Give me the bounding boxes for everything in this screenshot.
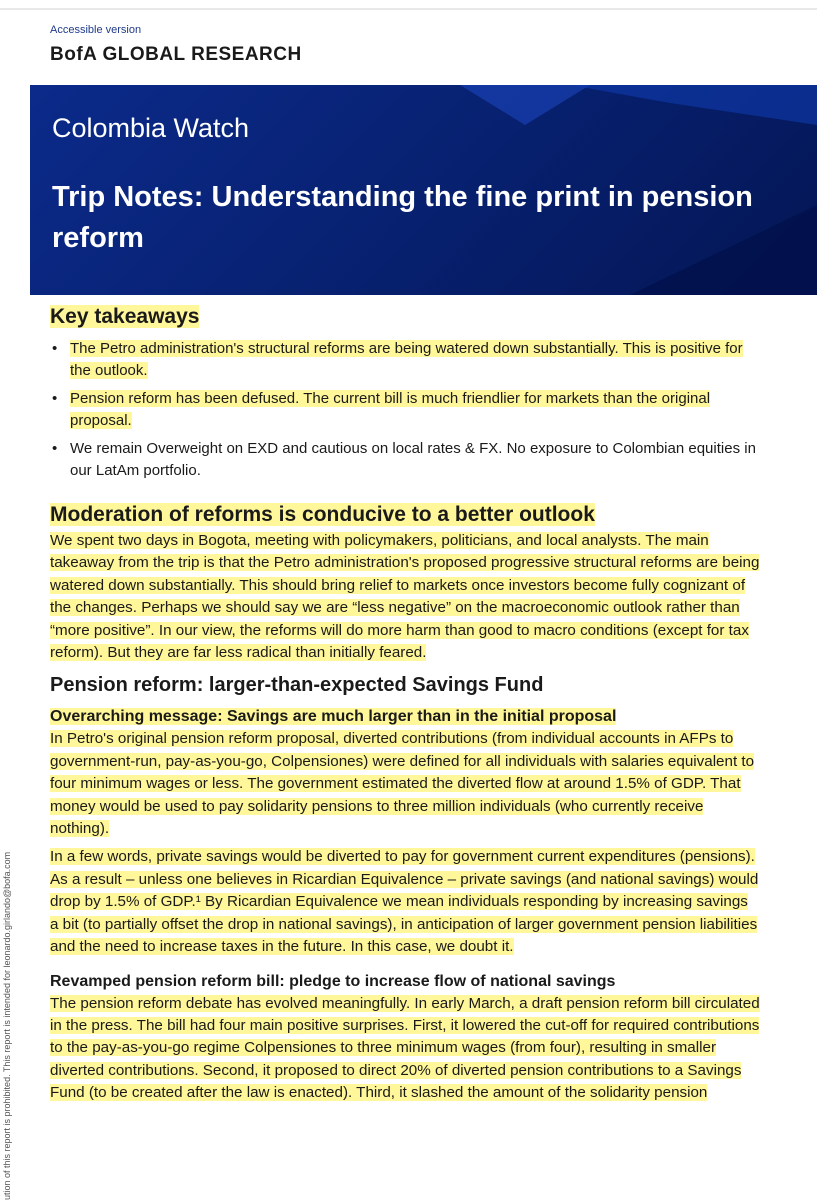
key-takeaways-list	[50, 338, 760, 482]
report-title: Trip Notes: Understanding the fine print in pension reform	[52, 181, 753, 254]
accessible-version-label[interactable]: Accessible version	[50, 24, 142, 36]
pension-paragraph-2: In a few words, private savings would be diverted to pay for government current expenditures (pensions). As a result – unless one believes in Ricardian Equivalence – private savings (and national savings) would drop by 1.5% of GDP.¹ By Ricardian Equivalence we mean individuals responding by increasing savings a bit (to partially offset the drop in national savings), in anticipation of larger government pension liabilities and the need to increase taxes in the future. In this case, we doubt it.	[50, 848, 759, 956]
series-title: Colombia Watch	[52, 113, 250, 143]
revamped-subheading: Revamped pension reform bill: pledge to increase flow of national savings	[50, 972, 616, 990]
report-body	[50, 302, 760, 1105]
list-item: • The Petro administration's structural reforms are being watered down substantially. This is positive for the outlook.	[50, 338, 760, 382]
pension-paragraph-3: The pension reform debate has evolved meaningfully. In early March, a draft pension reform bill circulated in the press. The bill had four main positive surprises. First, it lowered the cut-off for required contributions to the pay-as-you-go regime Colpensiones to three minimum wages (from four), resulting in smaller diverted contributions. Second, it proposed to direct 20% of diverted pension contributions to a Savings Fund (to be created after the law is enacted). Third, it slashed the amount of the solidarity pension	[50, 994, 760, 1102]
moderation-paragraph: We spent two days in Bogota, meeting with policymakers, politicians, and local analysts. The main takeaway from the trip is that the Petro administration's proposed progressive structural reforms are being watered down substantially. This should bring relief to markets once investors become fully cognizant of the changes. Perhaps we should say we are “less negative” on the macroeconomic outlook rather than “more positive”. In our view, the reforms will do more harm than good to macro conditions (except for tax reform). But they are far less radical than initially feared.	[50, 532, 760, 662]
overarching-subheading: Overarching message: Savings are much larger than in the initial proposal	[50, 708, 617, 726]
title-banner	[30, 85, 817, 295]
key-takeaways-heading: Key takeaways	[50, 305, 200, 328]
list-item: • Pension reform has been defused. The current bill is much friendlier for markets than the original proposal.	[50, 388, 760, 432]
moderation-heading: Moderation of reforms is conducive to a better outlook	[50, 503, 595, 526]
brand-logo-text: BofA GLOBAL RESEARCH	[50, 44, 302, 65]
list-item: • We remain Overweight on EXD and cautious on local rates & FX. No exposure to Colombian equities in our LatAm portfolio.	[50, 438, 760, 482]
pension-heading: Pension reform: larger-than-expected Savings Fund	[50, 674, 544, 697]
top-rule	[0, 8, 817, 10]
pension-paragraph-1: In Petro's original pension reform proposal, diverted contributions (from individual accounts in AFPs to government-run, pay-as-you-go, Colpensiones) were defined for all individuals with salaries equivalent to four minimum wages or less. The government estimated the diverted flow at around 1.5% of GDP. That money would be used to pay solidarity pensions to three million individuals (who currently receive nothing).	[50, 730, 755, 838]
side-disclaimer: ution of this report is prohibited. This report is intended for leonardo.girlando@bofa.com	[2, 851, 12, 1200]
